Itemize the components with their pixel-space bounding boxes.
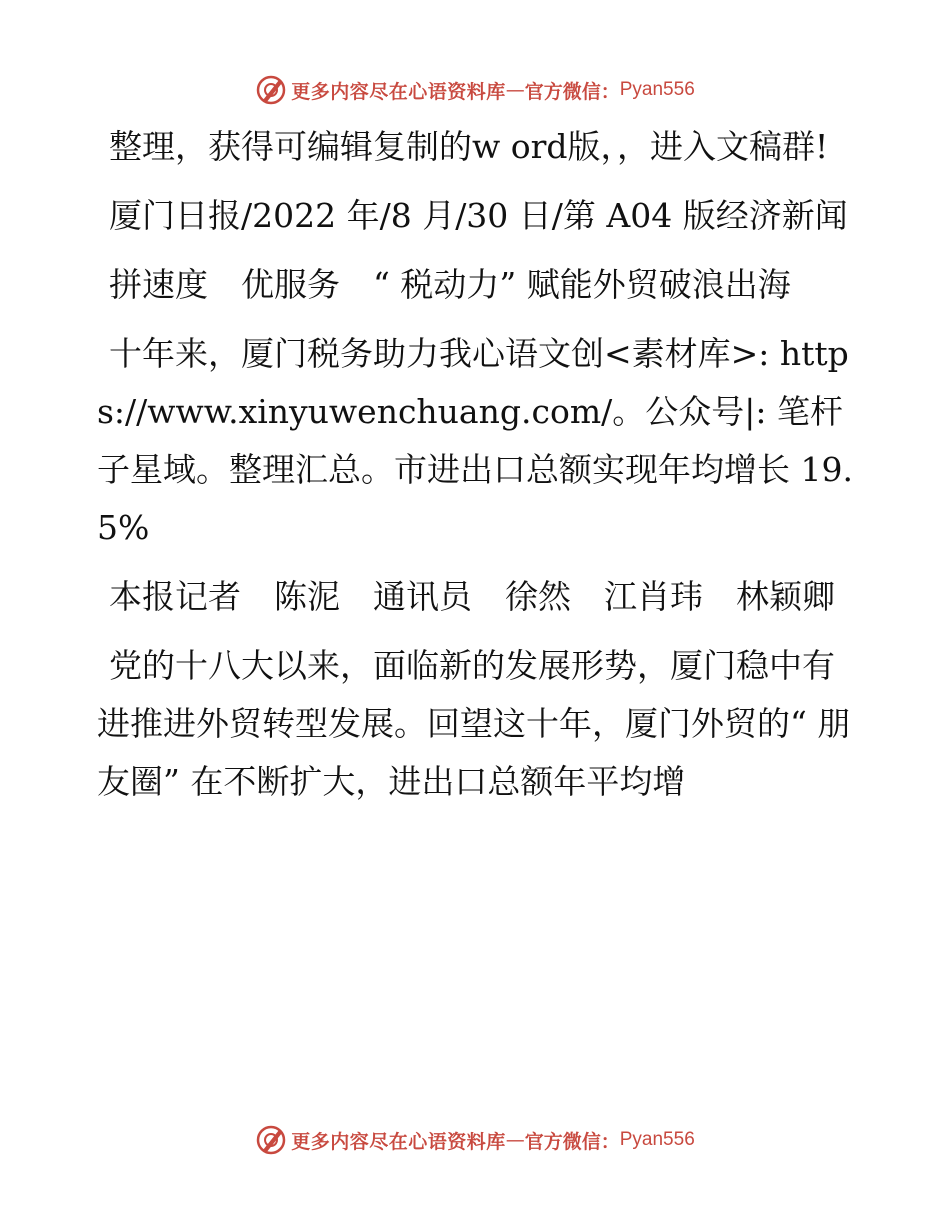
watermark-id: Pyan556 [619,79,695,100]
watermark-id: Pyan556 [619,1129,695,1150]
watermark-main-text: 更多内容尽在心语资料库 [291,1130,506,1153]
paragraph-subheadline: 十年来，厦门税务助力我心语文创<素材库>: https://www.xinyuwenchuang.com/。公众号|: 笔杆子星域。整理汇总。市进出口总额实现年均增长 19.5% [97,334,853,547]
watermark-dash: — [505,1129,525,1151]
paragraph-source: 厦门日报/2022 年/8 月/30 日/第 A04 版经济新闻 [109,196,848,235]
paragraph-byline: 本报记者 陈泥 通讯员 徐然 江肖玮 林颖卿 [109,577,835,616]
watermark-sub-text: 官方微信： [524,80,620,103]
paragraph-intro: 整理，获得可编辑复制的w ord版，，进入文稿群! [109,127,829,166]
watermark-header [0,70,950,110]
watermark-sub-text: 官方微信： [524,1130,620,1153]
watermark-footer [0,1120,950,1160]
paragraph-body: 党的十八大以来，面临新的发展形势，厦门稳中有进推进外贸转型发展。回望这十年，厦门外贸的“ 朋友圈” 在不断扩大，进出口总额年平均增 [97,646,851,801]
pen-circle-icon [255,74,287,106]
pen-circle-icon [255,1124,287,1156]
watermark-dash: — [505,79,525,101]
watermark-main-text: 更多内容尽在心语资料库 [291,80,506,103]
paragraph-headline: 拼速度 优服务 “ 税动力” 赋能外贸破浪出海 [109,265,791,304]
document-body [97,118,857,822]
